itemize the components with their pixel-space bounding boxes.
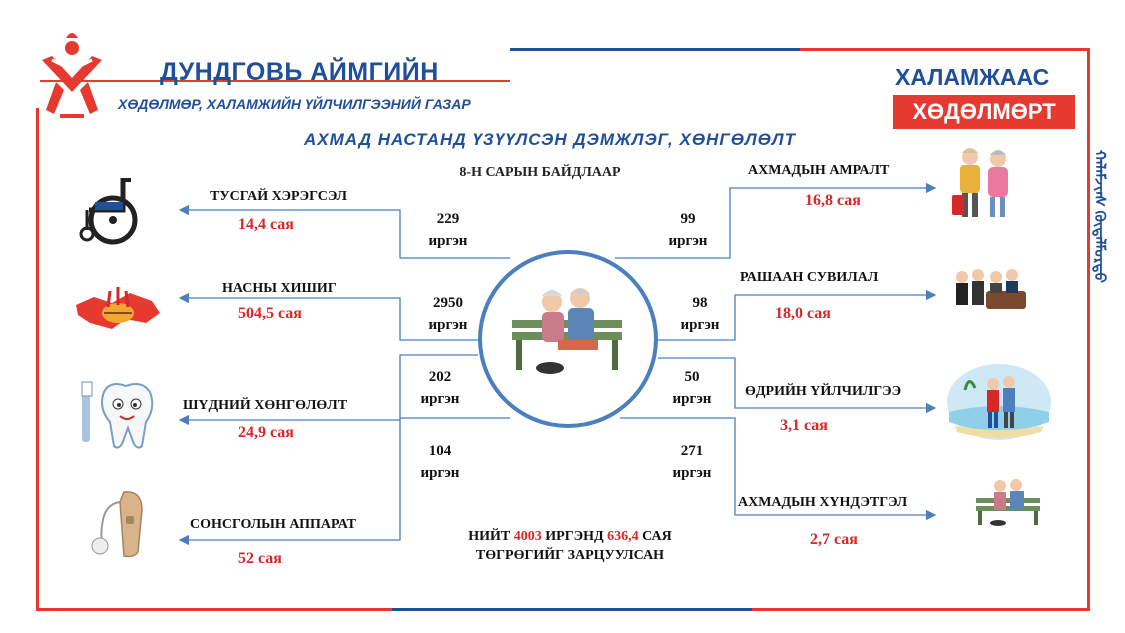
right-item-3-number: 50 [684, 369, 700, 385]
left-item-2-number: 2950 [433, 295, 463, 311]
left-item-3-number: 202 [428, 369, 452, 385]
total-sum: 636,4 [607, 529, 639, 544]
total-mid: ИРГЭНД [545, 529, 604, 544]
left-item-1-label: ТУСГАЙ ХЭРЭГСЭЛ [210, 189, 347, 204]
right-item-2-count [660, 292, 740, 336]
left-item-1-count [408, 208, 488, 252]
left-item-4-count [400, 440, 480, 484]
left-item-4-unit: иргэн [420, 465, 460, 481]
sanatorium-icon [950, 265, 1028, 313]
left-item-2-count [408, 292, 488, 336]
total-summary [440, 527, 700, 565]
right-item-1-label: АХМАДЫН АМРАЛТ [748, 163, 890, 178]
right-item-4-amount: 2,7 сая [810, 531, 858, 548]
right-item-1-unit: иргэн [668, 233, 708, 249]
left-item-3-count [400, 366, 480, 410]
left-item-4-amount: 52 сая [238, 550, 282, 567]
left-item-3-unit: иргэн [420, 391, 460, 407]
hearing-aid-icon [84, 486, 156, 564]
left-item-3-amount: 24,9 сая [238, 424, 294, 441]
vertical-mongolian-text: ᠬᠠᠯᠠᠮᠵᠢᠠᠰ ᠬᠥᠳᠡᠯᠮᠥᠷᠲᠦ [1091, 150, 1107, 283]
slogan-line2: ХӨДӨЛМӨРТ [912, 99, 1056, 124]
right-item-1-count [648, 208, 728, 252]
right-item-2-unit: иргэн [680, 317, 720, 333]
right-item-3-amount: 3,1 сая [780, 417, 828, 434]
wheelchair-icon [75, 172, 155, 247]
right-item-4-count [652, 440, 732, 484]
right-item-4-unit: иргэн [672, 465, 712, 481]
right-item-4-number: 271 [680, 443, 704, 459]
report-date-subtitle: 8-Н САРЫН БАЙДЛААР [459, 165, 621, 180]
right-item-2-amount: 18,0 сая [775, 305, 831, 322]
left-item-1-number: 229 [436, 211, 460, 227]
right-item-3-unit: иргэн [672, 391, 712, 407]
slogan-line1: ХАЛАМЖААС [895, 64, 1050, 90]
total-citizens: 4003 [513, 529, 542, 544]
org-title: ДУНДГОВЬ АЙМГИЙН [160, 58, 439, 86]
tooth-icon [80, 378, 170, 453]
left-item-2-unit: иргэн [428, 317, 468, 333]
elderly-bench-icon [972, 476, 1044, 528]
left-item-4-label: СОНСГОЛЫН АППАРАТ [190, 517, 356, 532]
left-item-2-label: НАСНЫ ХИШИГ [222, 281, 337, 296]
beach-couple-icon [945, 360, 1053, 442]
total-prefix: НИЙТ [468, 529, 511, 544]
elderly-couple-bench-icon [502, 280, 632, 380]
main-title: АХМАД НАСТАНД ҮЗҮҮЛСЭН ДЭМЖЛЭГ, ХӨНГӨЛӨЛТ [304, 130, 796, 149]
travelers-icon [948, 145, 1018, 223]
left-item-1-unit: иргэн [428, 233, 468, 249]
right-item-3-count [652, 366, 732, 410]
left-item-3-label: ШҮДНИЙ ХӨНГӨЛӨЛТ [183, 398, 348, 413]
right-item-4-label: АХМАДЫН ХҮНДЭТГЭЛ [738, 495, 908, 510]
right-item-2-label: РАШААН СУВИЛАЛ [740, 270, 879, 285]
right-item-1-number: 99 [680, 211, 696, 227]
total-suffix: САЯ [642, 529, 672, 544]
total-line2: ТӨГРӨГИЙГ ЗАРЦУУЛСАН [475, 548, 665, 563]
right-item-2-number: 98 [692, 295, 708, 311]
org-subtitle: ХӨДӨЛМӨР, ХАЛАМЖИЙН ҮЙЛЧИЛГЭЭНИЙ ГАЗАР [118, 96, 471, 112]
left-item-2-amount: 504,5 сая [238, 305, 302, 322]
left-item-4-number: 104 [428, 443, 452, 459]
right-item-3-label: ӨДРИЙН ҮЙЛЧИЛГЭЭ [745, 384, 902, 399]
left-item-1-amount: 14,4 сая [238, 216, 294, 233]
right-item-1-amount: 16,8 сая [805, 192, 861, 209]
gift-icon [72, 283, 164, 338]
